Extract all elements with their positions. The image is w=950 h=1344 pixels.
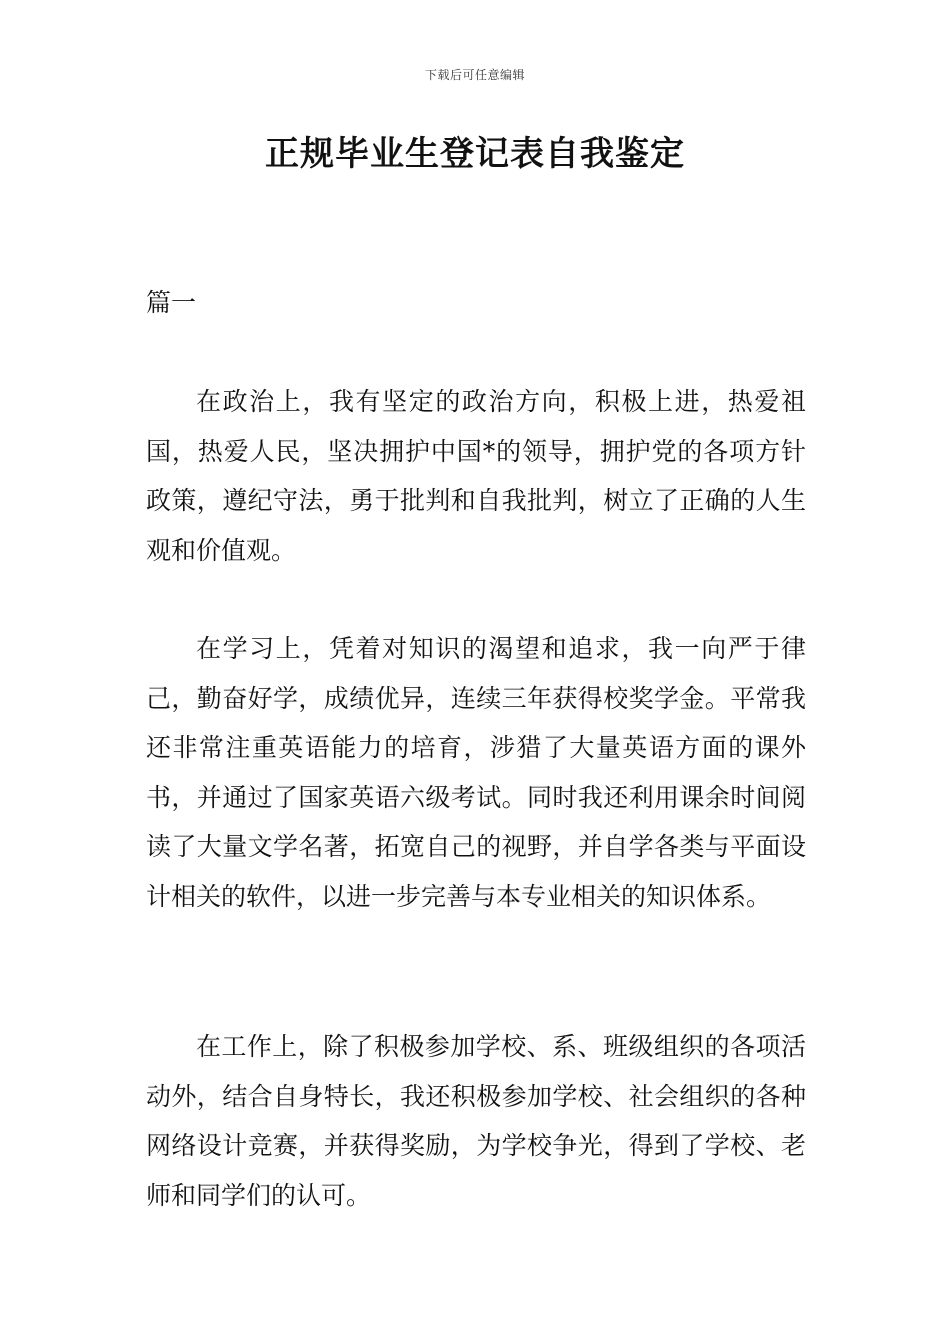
section-heading: 篇一 bbox=[146, 288, 197, 317]
paragraph-politics: 在政治上，我有坚定的政治方向，积极上进，热爱祖国，热爱人民，坚决拥护中国*的领导，拥护党的各项方针政策，遵纪守法，勇于批判和自我批判，树立了正确的人生观和价值观。 bbox=[146, 387, 806, 565]
page-header-note: 下载后可任意编辑 bbox=[424, 68, 525, 82]
paragraph-study: 在学习上，凭着对知识的渴望和追求，我一向严于律己，勤奋好学，成绩优异，连续三年获得校奖学金。平常我还非常注重英语能力的培育，涉猎了大量英语方面的课外书，并通过了国家英语六级考试。同时我还利用课余时间阅读了大量文学名著，拓宽自己的视野，并自学各类与平面设计相关的软件，以进一步完善与本专业相关的知识体系。 bbox=[146, 634, 806, 911]
document-title: 正规毕业生登记表自我鉴定 bbox=[265, 134, 685, 174]
paragraph-work: 在工作上，除了积极参加学校、系、班级组织的各项活动外，结合自身特长，我还积极参加学校、社会组织的各种网络设计竞赛，并获得奖励，为学校争光，得到了学校、老师和同学们的认可。 bbox=[146, 1032, 806, 1210]
